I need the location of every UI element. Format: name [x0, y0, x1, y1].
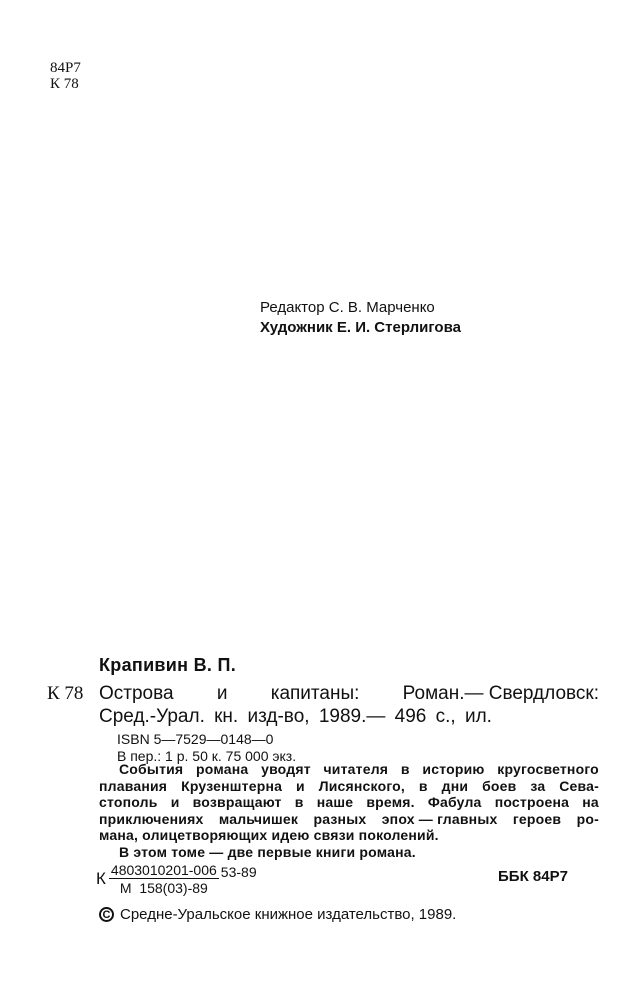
annotation-word: кругосветного	[497, 761, 599, 777]
copyright-icon: C	[99, 907, 114, 922]
annotation-word: стополь	[99, 794, 158, 810]
annotation-word: возвращают	[192, 794, 282, 810]
annotation-word: время.	[366, 794, 415, 810]
annotation-word: романа	[196, 761, 249, 777]
title-line-1	[99, 683, 599, 705]
classification-codes	[50, 60, 81, 92]
classification-bbk: 84Р7	[50, 60, 81, 76]
annotation-word: в	[294, 794, 304, 810]
annotation-word: приключениях	[99, 810, 204, 827]
annotation-word: эпох — главных	[381, 810, 498, 827]
price-print-run: В пер.: 1 р. 50 к. 75 000 экз.	[117, 748, 297, 764]
copyright-text: Средне-Уральское книжное издательство, 1989.	[120, 906, 457, 923]
annotation-word: мана, олицетворяющих идею связи поколений.	[99, 827, 439, 843]
title-word: и	[216, 683, 228, 704]
classification-author-mark: К 78	[50, 76, 79, 92]
author-mark-code: К 78	[47, 683, 84, 704]
annotation-word: События	[119, 761, 184, 777]
annotation-word: читателя	[323, 761, 389, 777]
annotation-line	[99, 778, 599, 795]
publisher-index	[96, 862, 257, 896]
credits	[260, 298, 461, 338]
annotation-word: разных	[313, 810, 367, 827]
annotation-word: Фабула	[427, 794, 482, 810]
annotation-word: в	[400, 761, 410, 777]
index-fraction	[109, 862, 219, 896]
annotation-word: дни	[441, 777, 469, 794]
annotation-word: Лисянского,	[318, 777, 406, 794]
title-word: Роман.— Свердловск:	[402, 683, 599, 704]
annotation-word: построена	[494, 794, 570, 810]
editor-credit: Редактор С. В. Марченко	[260, 299, 435, 316]
annotation-word: за	[530, 777, 546, 794]
title-line-2: Сред.-Урал. кн. изд-во, 1989.— 496 с., ил.	[99, 706, 492, 727]
annotation-word: плавания	[99, 777, 168, 794]
annotation-word: Крузенштерна	[181, 777, 283, 794]
annotation-line	[99, 794, 599, 811]
annotation-word: и	[170, 794, 180, 810]
bbk-code: ББК 84Р7	[498, 868, 568, 885]
artist-credit: Художник Е. И. Стерлигова	[260, 319, 461, 336]
index-suffix: 53-89	[220, 864, 257, 880]
annotation-word: героев	[512, 810, 562, 827]
annotation	[99, 761, 599, 860]
annotation-word: боев	[482, 777, 517, 794]
annotation-line	[99, 761, 599, 778]
index-denominator: М 158(03)-89	[119, 880, 208, 896]
copyright-line	[99, 906, 456, 923]
annotation-word: на	[582, 794, 599, 810]
annotation-word: в	[418, 777, 428, 794]
annotation-word: уводят	[261, 761, 311, 777]
index-letter: К	[96, 869, 106, 888]
isbn-block	[117, 731, 296, 765]
annotation-word: мальчишек	[218, 810, 299, 827]
annotation-line	[99, 827, 599, 844]
index-numerator: 4803010201-006	[110, 862, 217, 878]
annotation-word: историю	[422, 761, 485, 777]
author-name: Крапивин В. П.	[99, 655, 237, 675]
annotation-volume-note: В этом томе — две первые книги романа.	[119, 843, 416, 860]
annotation-word: Сева-	[559, 777, 599, 794]
annotation-line	[99, 811, 599, 828]
title-word: капитаны:	[270, 683, 360, 704]
annotation-word: ро-	[576, 810, 599, 827]
annotation-word: наше	[316, 794, 354, 810]
title-word: Острова	[99, 683, 174, 704]
annotation-word: и	[296, 777, 305, 794]
isbn: ISBN 5—7529—0148—0	[117, 731, 274, 747]
